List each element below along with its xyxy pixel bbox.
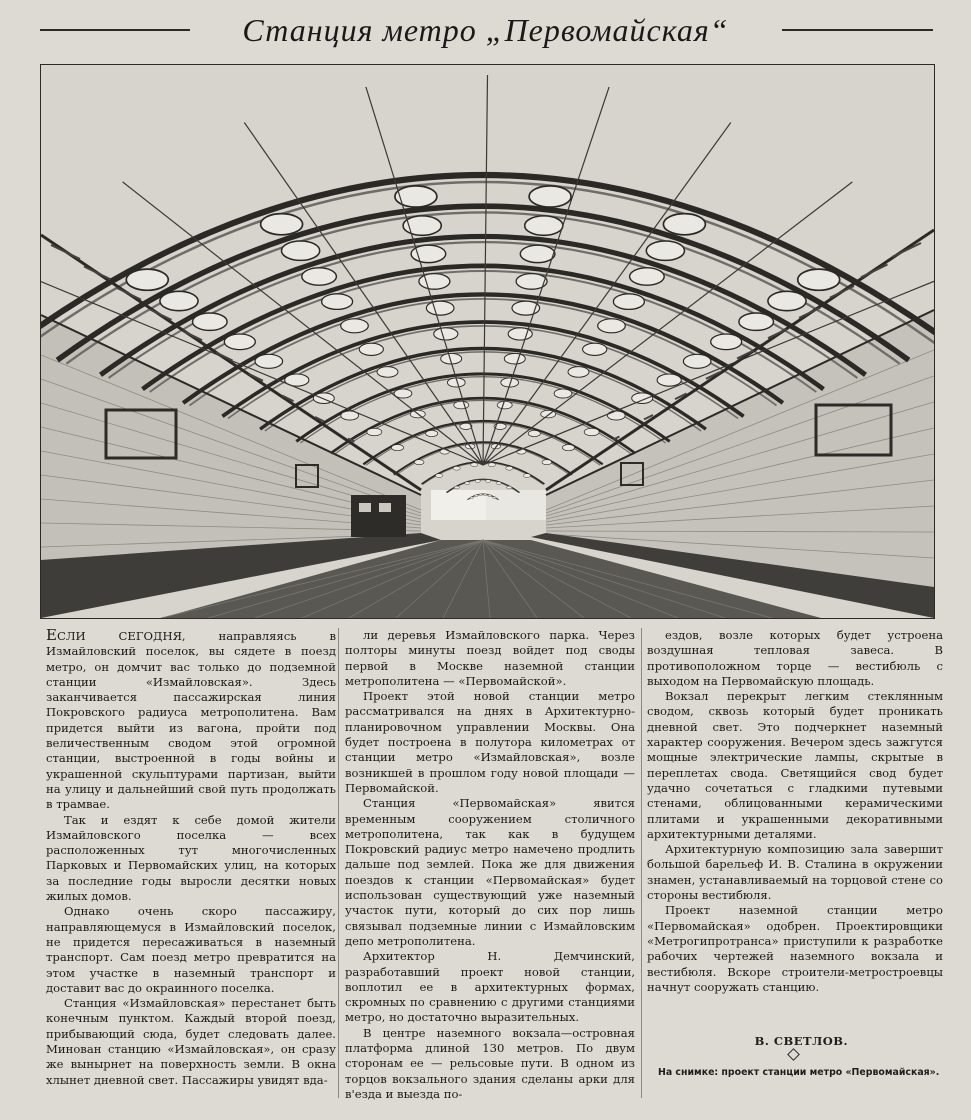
coffer-rosette bbox=[528, 430, 540, 436]
train-window bbox=[359, 503, 371, 512]
coffer-rosette bbox=[739, 313, 774, 330]
coffer-rosette bbox=[632, 393, 653, 404]
coffer-rosette bbox=[529, 186, 571, 207]
coffer-rosette bbox=[607, 411, 625, 420]
coffer-rosette bbox=[434, 328, 458, 340]
text-column-3 bbox=[647, 628, 943, 995]
coffer-rosette bbox=[568, 367, 589, 378]
coffer-rosette bbox=[426, 301, 454, 315]
paragraph: Однако очень скоро пассажиру, направляющемуся в Измайловский поселок, не придется пересаживаться в наземный транспорт. Сам поезд метро превратится на этом участке в наземный транспорт и доставит вас до окраинного поселка. bbox=[46, 904, 336, 995]
author-signature: В. СВЕТЛОВ. bbox=[754, 1034, 848, 1048]
coffer-rosette bbox=[657, 374, 681, 386]
coffer-rosette bbox=[646, 241, 684, 260]
coffer-rosette bbox=[507, 486, 512, 489]
photo-caption: На снимке: проект станции метро «Первомайская». bbox=[658, 1067, 940, 1078]
coffer-rosette bbox=[523, 474, 530, 478]
coffer-rosette bbox=[496, 482, 501, 485]
coffer-rosette bbox=[126, 269, 168, 290]
coffer-rosette bbox=[630, 268, 665, 285]
coffer-rosette bbox=[224, 334, 255, 350]
coffer-rosette bbox=[341, 319, 369, 333]
page-edge-fragment bbox=[660, 1104, 780, 1120]
coffer-rosette bbox=[255, 354, 283, 368]
coffer-rosette bbox=[683, 354, 711, 368]
article-title: Станция метро „Первомайская“ bbox=[242, 12, 729, 48]
coffer-rosette bbox=[436, 474, 443, 478]
coffer-rosette bbox=[488, 495, 491, 497]
coffer-rosette bbox=[562, 445, 574, 451]
text-column-1 bbox=[46, 628, 336, 1088]
coffer-rosette bbox=[453, 466, 460, 470]
coffer-rosette bbox=[520, 245, 555, 262]
coffer-rosette bbox=[465, 482, 470, 485]
coffer-rosette bbox=[598, 319, 626, 333]
station-vault-drawing bbox=[41, 65, 934, 618]
paragraph: Станция «Измайловская» перестанет быть конечным пунктом. Каждый второй поезд, прибывающий сюда, будет следовать далее. Минован станцию «Измайловская», он сразу же вынырнет на поверхность земли. В окна хлынет дневной свет. Пассажиры увидят вда- bbox=[46, 996, 336, 1087]
coffer-rosette bbox=[554, 389, 572, 398]
coffer-rosette bbox=[768, 291, 806, 310]
coffer-rosette bbox=[497, 401, 512, 409]
coffer-rosette bbox=[282, 241, 320, 260]
coffer-rosette bbox=[484, 494, 487, 496]
coffer-rosette bbox=[584, 428, 599, 436]
coffer-rosette bbox=[711, 334, 742, 350]
coffer-rosette bbox=[506, 466, 513, 470]
coffer-rosette bbox=[479, 494, 482, 496]
text-column-2 bbox=[345, 628, 635, 1102]
coffer-rosette bbox=[798, 269, 840, 290]
coffer-rosette bbox=[419, 274, 450, 290]
paragraph: ли деревья Измайловского парка. Через полторы минуты поезд войдет под своды первой в Москве наземной станции метрополитена — «Первомайской». bbox=[345, 628, 635, 688]
coffer-rosette bbox=[470, 497, 473, 499]
train-window bbox=[379, 503, 391, 512]
coffer-rosette bbox=[160, 291, 198, 310]
coffer-rosette bbox=[426, 430, 438, 436]
coffer-rosette bbox=[486, 480, 491, 483]
train-front bbox=[351, 495, 406, 537]
coffer-rosette bbox=[391, 445, 403, 451]
paragraph: ездов, возле которых будет устроена воздушная тепловая завеса. В противоположном торце — вестибюль с выходом на Первомайскую площадь. bbox=[647, 628, 943, 688]
paragraph: Архитектор Н. Демчинский, разработавший проект новой станции, воплотил ее в архитектурных формах, скромных по сравнению с другими станциями метро, но достаточно выразительных. bbox=[345, 949, 635, 1025]
coffer-rosette bbox=[440, 449, 450, 454]
coffer-rosette bbox=[663, 214, 705, 235]
station-illustration bbox=[40, 64, 935, 619]
coffer-rosette bbox=[454, 401, 469, 409]
coffer-rosette bbox=[302, 268, 337, 285]
coffer-rosette bbox=[475, 495, 478, 497]
paragraph: Архитектурную композицию зала завершит большой барельеф И. В. Сталина в окружении знамен, устанавливаемый на торцовой стене со стороны вестибюля. bbox=[647, 842, 943, 903]
coffer-rosette bbox=[414, 460, 424, 465]
paragraph: Проект этой новой станции метро рассматривался на днях в Архитектурно-планировочном управлении Москвы. Она будет построена в полутора километрах от станции метро «Измайловская», возле возникшей в прошлом году новой площади — Первомайской. bbox=[345, 689, 635, 795]
paragraph: Станция «Первомайская» явится временным сооружением столичного метрополитена, так как в будущем Покровский радиус метро намечено продлить дальше под землей. Пока же для движения поездов к станции «Первомайская» будет использован существующий уже наземный участок пути, который до сих пор лишь связывал подземные линии с Измайловским депо метрополитена. bbox=[345, 796, 635, 948]
title-rule-right bbox=[782, 29, 933, 31]
paragraph: ЕСЛИ СЕГОДНЯ, направляясь в Измайловский поселок, вы сядете в поезд метро, он домчит вас только до подземной станции «Измайловская». Здесь заканчивается пассажирская линия Покровского радиуса метрополитена. Вам придется выйти из вагона, пройти под величественным сводом этой огромной станции, выстроенной в годы войны и украшенной скульптурами партизан, выйти на улицу и дальнейший свой путь продолжать в трамвае. bbox=[46, 626, 336, 812]
coffer-rosette bbox=[488, 463, 495, 467]
coffer-rosette bbox=[322, 294, 353, 310]
coffer-rosette bbox=[395, 186, 437, 207]
coffer-rosette bbox=[471, 463, 478, 467]
column-divider bbox=[641, 628, 642, 1098]
coffer-rosette bbox=[367, 428, 382, 436]
paragraph: Вокзал перекрыт легким стеклянным сводом, сквозь который будет проникать дневной свет. Это подчеркнет наземный характер сооружения. Вечером здесь зажгутся мощные электрические лампы, скрытые в переплетах свода. Светящийся свод будет удачно сочетаться с гладкими путевыми стенами, облицованными керамическими плитами и украшенными декоративными архитектурными деталями. bbox=[647, 689, 943, 841]
paragraph: Так и ездят к себе домой жители Измайловского поселка — всех расположенных тут многочисленных Парковых и Первомайских улиц, на которых за последние годы выросли десятки новых жилых домов. bbox=[46, 812, 336, 904]
coffer-rosette bbox=[454, 486, 459, 489]
coffer-rosette bbox=[261, 214, 303, 235]
column-divider bbox=[338, 628, 339, 1098]
coffer-rosette bbox=[475, 480, 480, 483]
coffer-rosette bbox=[504, 353, 525, 364]
coffer-rosette bbox=[492, 497, 495, 499]
coffer-rosette bbox=[525, 216, 563, 235]
tunnel-portal bbox=[486, 490, 546, 520]
paragraph: В центре наземного вокзала—островная платформа длиной 130 метров. По двум сторонам ее — рельсовые пути. В одном из торцов вокзального здания сделаны арки для в'езда и выезда по- bbox=[345, 1025, 635, 1101]
coffer-rosette bbox=[542, 460, 552, 465]
coffer-rosette bbox=[377, 367, 398, 378]
coffer-rosette bbox=[359, 343, 383, 355]
paragraph: Проект наземной станции метро «Первомайская» одобрен. Проектировщики «Метрогипротранса» приступили к разработке рабочих чертежей наземного вокзала и вестибюля. Вскоре строители-метростроевцы начнут сооружать станцию. bbox=[647, 903, 943, 994]
coffer-rosette bbox=[613, 294, 644, 310]
coffer-rosette bbox=[193, 313, 228, 330]
coffer-rosette bbox=[583, 343, 607, 355]
